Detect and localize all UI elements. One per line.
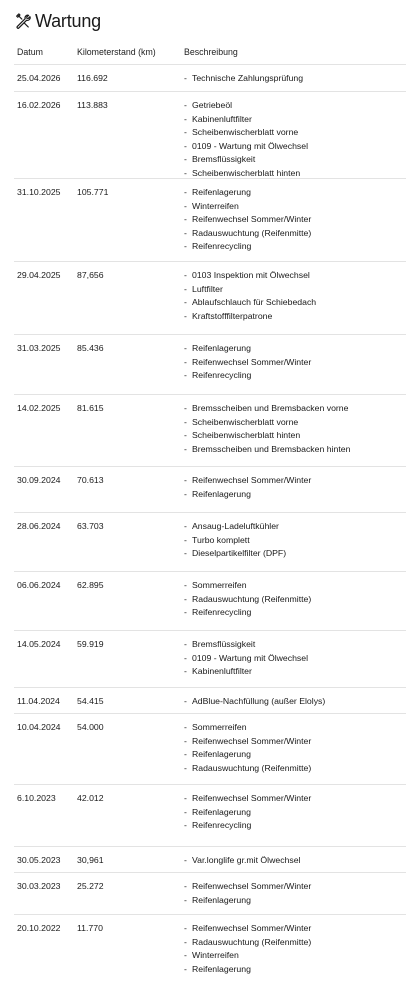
row-date: 06.06.2024 [17,580,61,590]
description-item-text: Reifenwechsel Sommer/Winter [192,923,312,933]
description-item-text: Ablaufschlauch für Schiebedach [192,297,317,308]
bullet-dash: - [184,521,187,531]
row-date: 31.10.2025 [17,187,61,197]
row-km: 85.436 [77,343,104,353]
bullet-dash: - [184,722,187,732]
description-item-text: 0103 Inspektion mit Ölwechsel [192,270,310,280]
description-item-text: Kabinenluftfilter [192,666,252,677]
description-item-text: Reifenrecycling [192,607,252,618]
description-item [184,356,406,370]
description-item [184,880,406,894]
row-date: 30.03.2023 [17,881,61,891]
description-item [184,342,406,356]
bullet-dash: - [184,666,187,677]
description-item [184,269,406,283]
table-row [14,846,406,872]
description-item-text: Scheibenwischerblatt vorne [192,416,299,427]
row-km: 113.883 [77,100,108,110]
bullet-dash: - [184,475,187,485]
wrench-icon [14,12,32,30]
bullet-dash: - [184,806,187,817]
column-header-km: Kilometerstand (km) [77,47,156,57]
description-item [184,240,406,254]
column-header-description: Beschreibung [184,47,238,57]
row-date: 20.10.2022 [17,923,61,933]
bullet-dash: - [184,154,187,165]
description-item [184,113,406,127]
row-date: 30.09.2024 [17,475,61,485]
row-km: 25.272 [77,881,104,891]
description-item [184,894,406,908]
table-header [14,40,406,64]
description-item-text: Radauswuchtung (Reifenmitte) [192,593,312,604]
bullet-dash: - [184,113,187,124]
description-item-text: Scheibenwischerblatt vorne [192,127,299,138]
description-item [184,429,406,443]
bullet-dash: - [184,820,187,831]
bullet-dash: - [184,310,187,321]
bullet-dash: - [184,793,187,803]
description-item [184,606,406,620]
page-header [14,0,406,40]
table-row [14,334,406,394]
bullet-dash: - [184,936,187,947]
description-item [184,721,406,735]
row-km: 81.615 [77,403,104,413]
bullet-dash: - [184,227,187,238]
description-item [184,283,406,297]
row-description [184,467,406,512]
description-item-text: Radauswuchtung (Reifenmitte) [192,762,312,773]
table-row [14,687,406,713]
row-km: 62.895 [77,580,104,590]
row-date: 14.05.2024 [17,639,61,649]
row-km: 63.703 [77,521,104,531]
row-description [184,513,406,571]
description-item-text: Kraftstofffilterpatrone [192,310,273,321]
row-description [184,915,406,987]
bullet-dash: - [184,283,187,294]
description-item [184,474,406,488]
bullet-dash: - [184,488,187,499]
table-row [14,64,406,91]
description-item-text: Reifenwechsel Sommer/Winter [192,735,312,746]
table-row [14,466,406,512]
description-item [184,936,406,950]
bullet-dash: - [184,762,187,773]
description-item [184,819,406,833]
row-description [184,688,406,713]
bullet-dash: - [184,73,187,83]
description-item-text: Reifenlagerung [192,187,251,197]
row-description [184,335,406,394]
description-item [184,579,406,593]
page-title: Wartung [35,10,101,31]
row-km: 87,656 [77,270,104,280]
table-row [14,713,406,784]
row-km: 54.415 [77,696,104,706]
description-item-text: Reifenlagerung [192,894,251,905]
table-row [14,261,406,334]
description-item-text: Sommerreifen [192,580,247,590]
description-item [184,443,406,457]
description-item-text: Radauswuchtung (Reifenmitte) [192,936,312,947]
row-date: 10.04.2024 [17,722,61,732]
description-item-text: Scheibenwischerblatt hinten [192,167,301,178]
row-km: 11.770 [77,923,103,933]
table-row [14,91,406,178]
description-item [184,963,406,977]
description-item [184,695,406,709]
row-date: 28.06.2024 [17,521,61,531]
description-item-text: Reifenlagerung [192,488,251,499]
bullet-dash: - [184,167,187,178]
bullet-dash: - [184,923,187,933]
bullet-dash: - [184,187,187,197]
row-km: 59.919 [77,639,104,649]
description-item [184,200,406,214]
description-item-text: Kabinenluftfilter [192,113,252,124]
description-item [184,416,406,430]
description-item-text: Reifenlagerung [192,343,251,353]
description-item-text: Winterreifen [192,950,239,961]
description-item [184,72,406,86]
bullet-dash: - [184,652,187,663]
description-item-text: Winterreifen [192,200,239,211]
row-km: 70.613 [77,475,104,485]
table-row [14,571,406,630]
description-item [184,310,406,324]
row-description [184,873,406,914]
row-date: 29.04.2025 [17,270,61,280]
description-item-text: Reifenwechsel Sommer/Winter [192,214,312,225]
description-item-text: Luftfilter [192,283,223,294]
description-item [184,520,406,534]
bullet-dash: - [184,403,187,413]
description-item-text: Reifenrecycling [192,820,252,831]
bullet-dash: - [184,881,187,891]
bullet-dash: - [184,214,187,225]
description-item-text: 0109 - Wartung mit Ölwechsel [192,140,309,151]
bullet-dash: - [184,593,187,604]
bullet-dash: - [184,100,187,110]
bullet-dash: - [184,894,187,905]
description-item [184,547,406,561]
row-description [184,714,406,784]
bullet-dash: - [184,127,187,138]
bullet-dash: - [184,534,187,545]
description-item [184,652,406,666]
description-item-text: Var.longlife gr.mit Ölwechsel [192,855,301,865]
description-item-text: Reifenwechsel Sommer/Winter [192,356,312,367]
description-item-text: Scheibenwischerblatt hinten [192,430,301,441]
bullet-dash: - [184,270,187,280]
description-item-text: Reifenwechsel Sommer/Winter [192,881,312,891]
description-item-text: Getriebeöl [192,100,233,110]
description-item [184,638,406,652]
bullet-dash: - [184,370,187,381]
table-row [14,394,406,466]
row-description [184,631,406,687]
table-row [14,784,406,846]
bullet-dash: - [184,735,187,746]
bullet-dash: - [184,241,187,252]
bullet-dash: - [184,356,187,367]
description-item-text: Reifenlagerung [192,749,251,760]
row-km: 116.692 [77,73,108,83]
table-body [14,64,406,987]
table-row [14,178,406,261]
description-item-text: Reifenwechsel Sommer/Winter [192,793,312,803]
description-item [184,227,406,241]
bullet-dash: - [184,696,187,706]
description-item-text: 0109 - Wartung mit Ölwechsel [192,652,309,663]
row-description [184,179,406,261]
row-km: 42.012 [77,793,104,803]
bullet-dash: - [184,443,187,454]
description-item-text: Turbo komplett [192,534,250,545]
row-km: 105.771 [77,187,109,197]
description-item-text: Dieselpartikelfilter (DPF) [192,548,287,559]
description-item [184,186,406,200]
description-item [184,126,406,140]
bullet-dash: - [184,580,187,590]
description-item [184,99,406,113]
description-item [184,296,406,310]
description-item-text: Bremsflüssigkeit [192,639,256,649]
description-item [184,792,406,806]
row-date: 16.02.2026 [17,100,61,110]
column-header-date: Datum [17,47,43,57]
row-description [184,395,406,466]
bullet-dash: - [184,343,187,353]
row-date: 31.03.2025 [17,343,61,353]
bullet-dash: - [184,749,187,760]
bullet-dash: - [184,639,187,649]
row-date: 14.02.2025 [17,403,61,413]
row-date: 25.04.2026 [17,73,61,83]
row-description [184,572,406,630]
description-item-text: Sommerreifen [192,722,247,732]
description-item [184,665,406,679]
description-item [184,140,406,154]
description-item-text: Bremsscheiben und Bremsbacken vorne [192,403,349,413]
bullet-dash: - [184,430,187,441]
description-item-text: Radauswuchtung (Reifenmitte) [192,227,312,238]
row-description [184,92,406,178]
description-item [184,593,406,607]
description-item-text: Reifenlagerung [192,963,251,974]
bullet-dash: - [184,297,187,308]
description-item [184,735,406,749]
description-item [184,949,406,963]
row-date: 11.04.2024 [17,696,60,706]
bullet-dash: - [184,963,187,974]
description-item-text: Reifenwechsel Sommer/Winter [192,475,312,485]
table-row [14,872,406,914]
description-item-text: Reifenlagerung [192,806,251,817]
description-item [184,854,406,868]
description-item [184,369,406,383]
description-item [184,922,406,936]
row-km: 54.000 [77,722,104,732]
description-item-text: Reifenrecycling [192,370,252,381]
row-description [184,65,406,91]
row-description [184,262,406,334]
description-item-text: Reifenrecycling [192,241,252,252]
description-item [184,488,406,502]
description-item [184,213,406,227]
description-item-text: Technische Zahlungsprüfung [192,73,304,83]
bullet-dash: - [184,140,187,151]
table-row [14,914,406,987]
description-item [184,762,406,776]
description-item-text: Ansaug-Ladeluftkühler [192,521,279,531]
description-item [184,534,406,548]
description-item-text: Bremsflüssigkeit [192,154,256,165]
table-row [14,630,406,687]
row-km: 30,961 [77,855,104,865]
row-date: 30.05.2023 [17,855,61,865]
bullet-dash: - [184,950,187,961]
bullet-dash: - [184,607,187,618]
row-description [184,847,406,872]
bullet-dash: - [184,200,187,211]
description-item-text: Bremsscheiben und Bremsbacken hinten [192,443,351,454]
description-item [184,153,406,167]
bullet-dash: - [184,548,187,559]
row-date: 6.10.2023 [17,793,56,803]
bullet-dash: - [184,855,187,865]
description-item [184,748,406,762]
description-item [184,402,406,416]
bullet-dash: - [184,416,187,427]
table-row [14,512,406,571]
description-item-text: AdBlue-Nachfüllung (außer Elolys) [192,696,326,706]
description-item [184,806,406,820]
row-description [184,785,406,846]
